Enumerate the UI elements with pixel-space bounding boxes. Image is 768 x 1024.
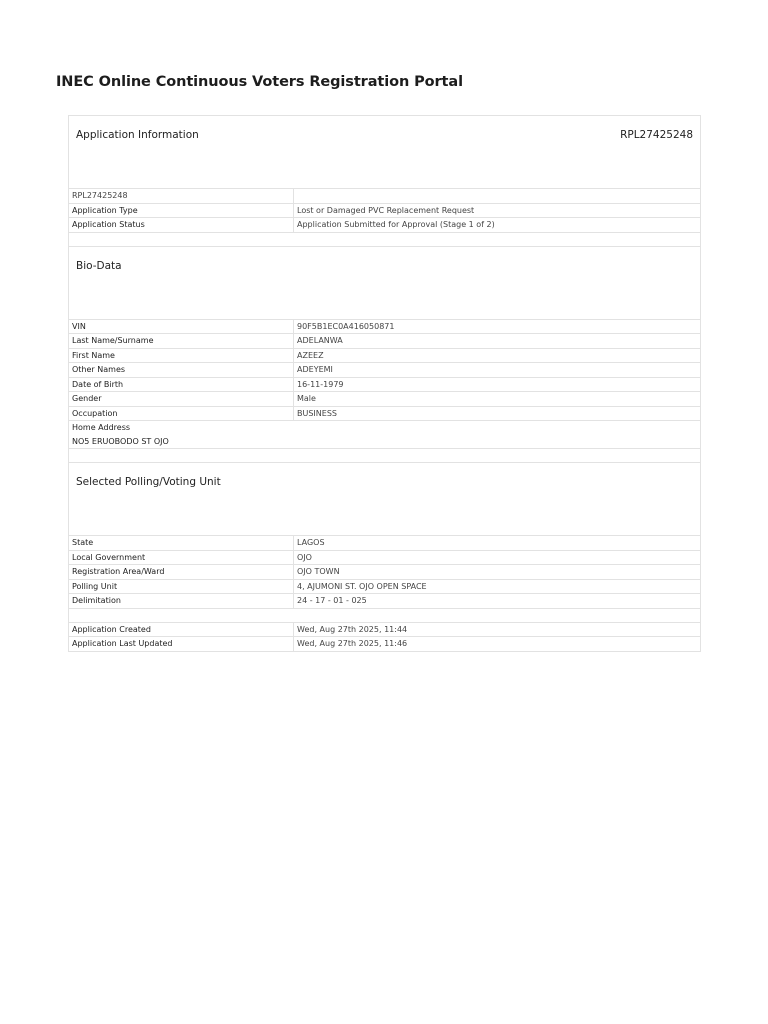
row-value: Wed, Aug 27th 2025, 11:44 — [294, 622, 701, 637]
table-row — [69, 622, 701, 637]
table-row — [69, 637, 701, 652]
table-row — [69, 218, 701, 233]
spacer-cell — [69, 608, 701, 622]
row-value: 90F5B1EC0A416050871 — [294, 319, 701, 334]
table-row — [69, 536, 701, 551]
row-label: Other Names — [69, 363, 294, 378]
row-value: OJO — [294, 550, 701, 565]
application-details-table — [68, 115, 701, 652]
reference-row-cell: RPL27425248 — [69, 189, 294, 204]
spacer-row — [69, 608, 701, 622]
polling-unit-header — [69, 463, 701, 536]
spacer-cell — [69, 232, 701, 246]
page-title: INEC Online Continuous Voters Registration Portal — [56, 74, 463, 90]
table-row — [69, 363, 701, 378]
polling-unit-header-row — [69, 463, 701, 536]
table-row — [69, 348, 701, 363]
application-info-header — [69, 116, 701, 189]
application-reference-number: RPL27425248 — [620, 129, 693, 141]
row-label: Gender — [69, 392, 294, 407]
empty-cell — [294, 189, 701, 204]
spacer-row — [69, 449, 701, 463]
row-value: Lost or Damaged PVC Replacement Request — [294, 203, 701, 218]
row-label: Local Government — [69, 550, 294, 565]
row-label: Occupation — [69, 406, 294, 421]
row-value: Application Submitted for Approval (Stage 1 of 2) — [294, 218, 701, 233]
row-value: OJO TOWN — [294, 565, 701, 580]
application-info-header-row — [69, 116, 701, 189]
table-row — [69, 392, 701, 407]
application-info-heading: Application Information — [76, 129, 199, 141]
row-value: Male — [294, 392, 701, 407]
table-row — [69, 189, 701, 204]
row-label: State — [69, 536, 294, 551]
row-value: 24 - 17 - 01 - 025 — [294, 594, 701, 609]
row-label: Date of Birth — [69, 377, 294, 392]
row-value: LAGOS — [294, 536, 701, 551]
row-label: Registration Area/Ward — [69, 565, 294, 580]
table-row — [69, 334, 701, 349]
row-label: First Name — [69, 348, 294, 363]
table-row — [69, 203, 701, 218]
table-row — [69, 550, 701, 565]
table-row — [69, 319, 701, 334]
row-label: VIN — [69, 319, 294, 334]
home-address-cell — [69, 421, 701, 449]
row-value: ADEYEMI — [294, 363, 701, 378]
row-value: 16-11-1979 — [294, 377, 701, 392]
bio-data-header — [69, 246, 701, 319]
table-row — [69, 594, 701, 609]
table-row — [69, 377, 701, 392]
table-row — [69, 579, 701, 594]
row-label: Application Last Updated — [69, 637, 294, 652]
home-address-label: Home Address — [72, 423, 131, 432]
row-label: Delimitation — [69, 594, 294, 609]
spacer-cell — [69, 449, 701, 463]
row-label: Application Type — [69, 203, 294, 218]
row-label: Application Created — [69, 622, 294, 637]
row-value: Wed, Aug 27th 2025, 11:46 — [294, 637, 701, 652]
row-label: Polling Unit — [69, 579, 294, 594]
table-row — [69, 565, 701, 580]
table-row — [69, 406, 701, 421]
row-value: ADELANWA — [294, 334, 701, 349]
home-address-value: NO5 ERUOBODO ST OJO — [72, 436, 169, 446]
bio-data-header-row — [69, 246, 701, 319]
row-value: BUSINESS — [294, 406, 701, 421]
polling-unit-heading: Selected Polling/Voting Unit — [76, 476, 221, 488]
bio-data-heading: Bio-Data — [76, 259, 122, 272]
row-label: Last Name/Surname — [69, 334, 294, 349]
row-value: AZEEZ — [294, 348, 701, 363]
spacer-row — [69, 232, 701, 246]
row-label: Application Status — [69, 218, 294, 233]
home-address-row — [69, 421, 701, 449]
row-value: 4, AJUMONI ST. OJO OPEN SPACE — [294, 579, 701, 594]
